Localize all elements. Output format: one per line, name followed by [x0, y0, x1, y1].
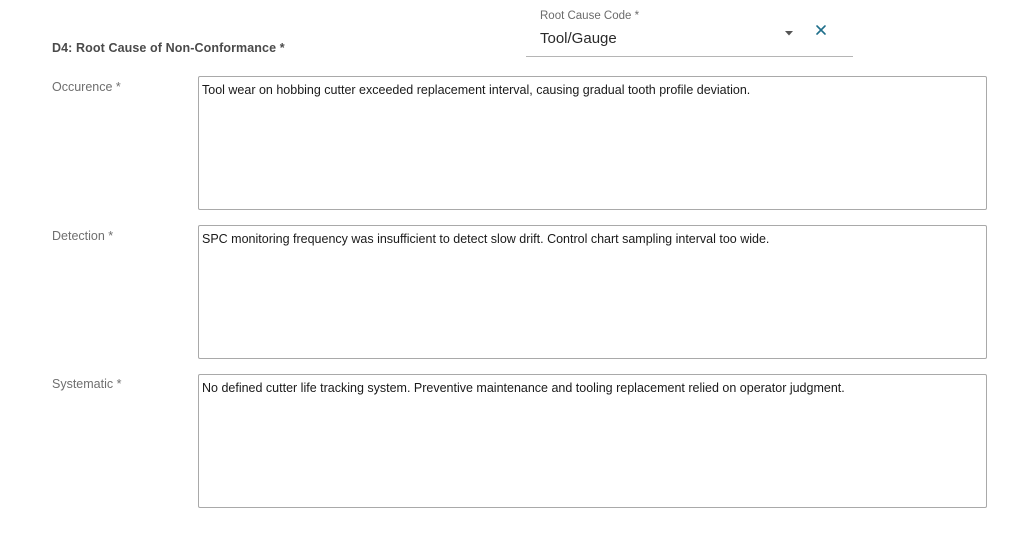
- root-cause-code-dropdown[interactable]: [526, 4, 853, 57]
- occurence-textarea[interactable]: Tool wear on hobbing cutter exceeded replacement interval, causing gradual tooth profile deviation.: [198, 76, 987, 210]
- detection-textarea[interactable]: SPC monitoring frequency was insufficient to detect slow drift. Control chart sampling interval too wide.: [198, 225, 987, 359]
- occurence-label: Occurence *: [52, 80, 121, 94]
- detection-label: Detection *: [52, 229, 114, 243]
- caret-down-icon[interactable]: [782, 26, 796, 40]
- section-title: D4: Root Cause of Non-Conformance *: [52, 41, 285, 55]
- systematic-textarea[interactable]: No defined cutter life tracking system. Preventive maintenance and tooling replacement relied on operator judgment.: [198, 374, 987, 508]
- close-icon[interactable]: [814, 23, 828, 37]
- root-cause-code-label: Root Cause Code *: [540, 10, 640, 22]
- root-cause-code-value[interactable]: Tool/Gauge: [540, 30, 617, 47]
- systematic-label: Systematic *: [52, 377, 122, 391]
